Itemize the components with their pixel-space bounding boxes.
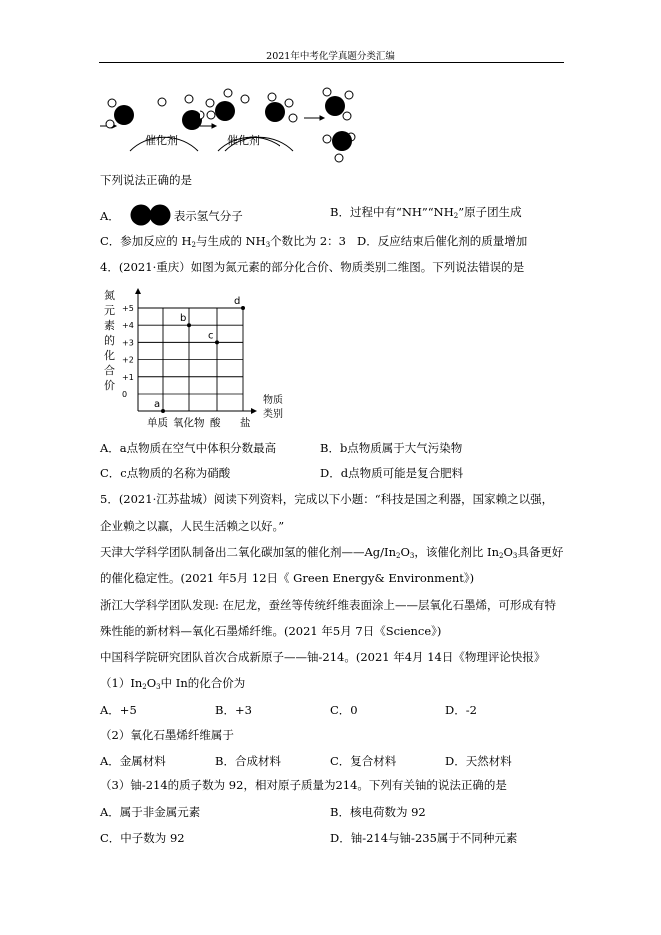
q3-option-c: C．参加反应的 $H_2$与生成的 $NH_3$个数比为 2：3: [100, 234, 346, 249]
q3-stem: 下列说法正确的是: [100, 173, 192, 187]
x-tick-label: 盐: [240, 417, 251, 429]
q3-option-b: B．过程中有“$NH”“NH_2$”原子团生成: [330, 205, 522, 220]
q5-sub1-stem: $(1)In_2O_3$中 In的化合价为: [100, 676, 246, 691]
y-tick-label: +5: [122, 304, 134, 313]
q5-stem-line2: 企业赖之以赢，人民生活赖之以好。”: [100, 519, 285, 533]
header-rule: [99, 62, 564, 63]
data-point-label: a: [154, 399, 161, 410]
y-tick-label: 0: [122, 390, 128, 399]
q5-sub2-option-b: B．合成材料: [215, 754, 281, 768]
y-axis-label: 元: [104, 304, 115, 317]
q5-passage-2-cont: 殊性能的新材料—氧化石墨烯纤维。(2021 年5月 7日《Science》): [100, 624, 442, 638]
nitrogen-valence-chart: [100, 285, 300, 435]
q3-option-d: D．反应结束后催化剂的质量增加: [357, 234, 528, 248]
q5-sub1-option-d: D．-2: [445, 703, 477, 717]
option-text: 表示氢气分子: [173, 209, 243, 223]
q5-sub3-option-a: A．属于非金属元素: [100, 805, 201, 819]
y-axis-label: 价: [104, 379, 115, 392]
y-axis-label: 的: [104, 334, 115, 347]
q4-option-d: D．d点物质可能是复合肥料: [320, 466, 464, 480]
y-axis-label: 素: [104, 319, 115, 332]
q5-passage-1-cont: 的催化稳定性。(2021 年5月 12日《 Green Energy& Environment》): [100, 571, 475, 585]
data-point-label: c: [208, 330, 214, 342]
ammonia-products: [315, 85, 375, 170]
q5-sub3-option-c: C．中子数为 92: [100, 831, 185, 845]
q5-passage-3: 中国科学院研究团队首次合成新原子——铀-214。(2021 年4月 14日《物理评论快报》: [100, 650, 546, 664]
q5-passage-2: 浙江大学科学团队发现: 在尼龙，蚕丝等传统纤维表面涂上——层氧化石墨烯，可形成有特: [100, 598, 557, 612]
y-axis-label: 合: [104, 364, 115, 377]
data-point: [241, 306, 245, 310]
q4-option-c: C．c点物质的名称为硝酸: [100, 466, 231, 480]
q5-sub2-option-a: A．金属材料: [100, 754, 166, 768]
q4-option-b: B．b点物质属于大气污染物: [320, 441, 463, 455]
q5-sub3-option-d: D．铀-214与铀-235属于不同种元素: [330, 831, 518, 845]
y-tick-label: +2: [122, 355, 134, 365]
x-tick-label: 单质: [147, 417, 168, 429]
data-point-label: b: [180, 313, 187, 325]
q4-option-a: A．a点物质在空气中体积分数最高: [100, 441, 277, 455]
x-tick-label: 酸: [210, 417, 221, 429]
q5-stem-line1: 5．(2021·江苏盐城）阅读下列资料，完成以下小题：“科技是国之利器，国家赖之以强，: [100, 492, 554, 506]
q5-passage-1: 天津大学科学团队制备出二氧化碳加氢的催化剂$——Ag/In_2O_3$，该催化剂比 $In_2O_3$具备更好: [100, 545, 564, 560]
y-tick-label: +4: [122, 321, 134, 331]
q5-sub1-option-b: B．+3: [215, 703, 252, 717]
x-axis-arrow: [251, 408, 257, 414]
q5-sub3-option-b: B．核电荷数为 92: [330, 805, 426, 819]
data-point: [215, 340, 219, 344]
hydrogen-molecule-icon: [130, 204, 172, 230]
data-point-label: d: [234, 296, 241, 307]
catalyst-label: 催化剂: [227, 134, 260, 147]
data-point: [187, 323, 191, 327]
q3-option-a: [100, 204, 243, 230]
catalyst-label: 催化剂: [145, 134, 178, 147]
q5-sub2-stem: （2）氧化石墨烯纤维属于: [100, 728, 234, 742]
y-tick-label: +1: [122, 372, 134, 382]
q5-sub2-option-c: C．复合材料: [330, 754, 397, 768]
q5-sub3-stem: （3）铀-214的质子数为 92，相对原子质量为214。下列有关铀的说法正确的是: [100, 778, 507, 792]
q4-stem: 4．(2021·重庆）如图为氮元素的部分化合价、物质类别二维图。下列说法错误的是: [100, 260, 525, 274]
y-axis-label: 化: [104, 349, 115, 362]
y-axis-arrow: [135, 288, 141, 294]
option-label: A．: [100, 209, 120, 223]
q5-sub2-option-d: D．天然材料: [445, 754, 512, 768]
x-axis-label: 类别: [263, 409, 283, 420]
x-tick-label: 氧化物: [173, 417, 205, 429]
page-header: 2021年中考化学真题分类汇编: [266, 51, 395, 62]
y-axis-label: 氮: [104, 289, 115, 302]
q5-sub1-option-c: C．0: [330, 703, 358, 717]
x-axis-label: 物质: [263, 395, 283, 406]
q5-sub1-option-a: A．+5: [100, 703, 137, 717]
data-point: [161, 409, 165, 413]
y-tick-label: +3: [122, 338, 134, 348]
